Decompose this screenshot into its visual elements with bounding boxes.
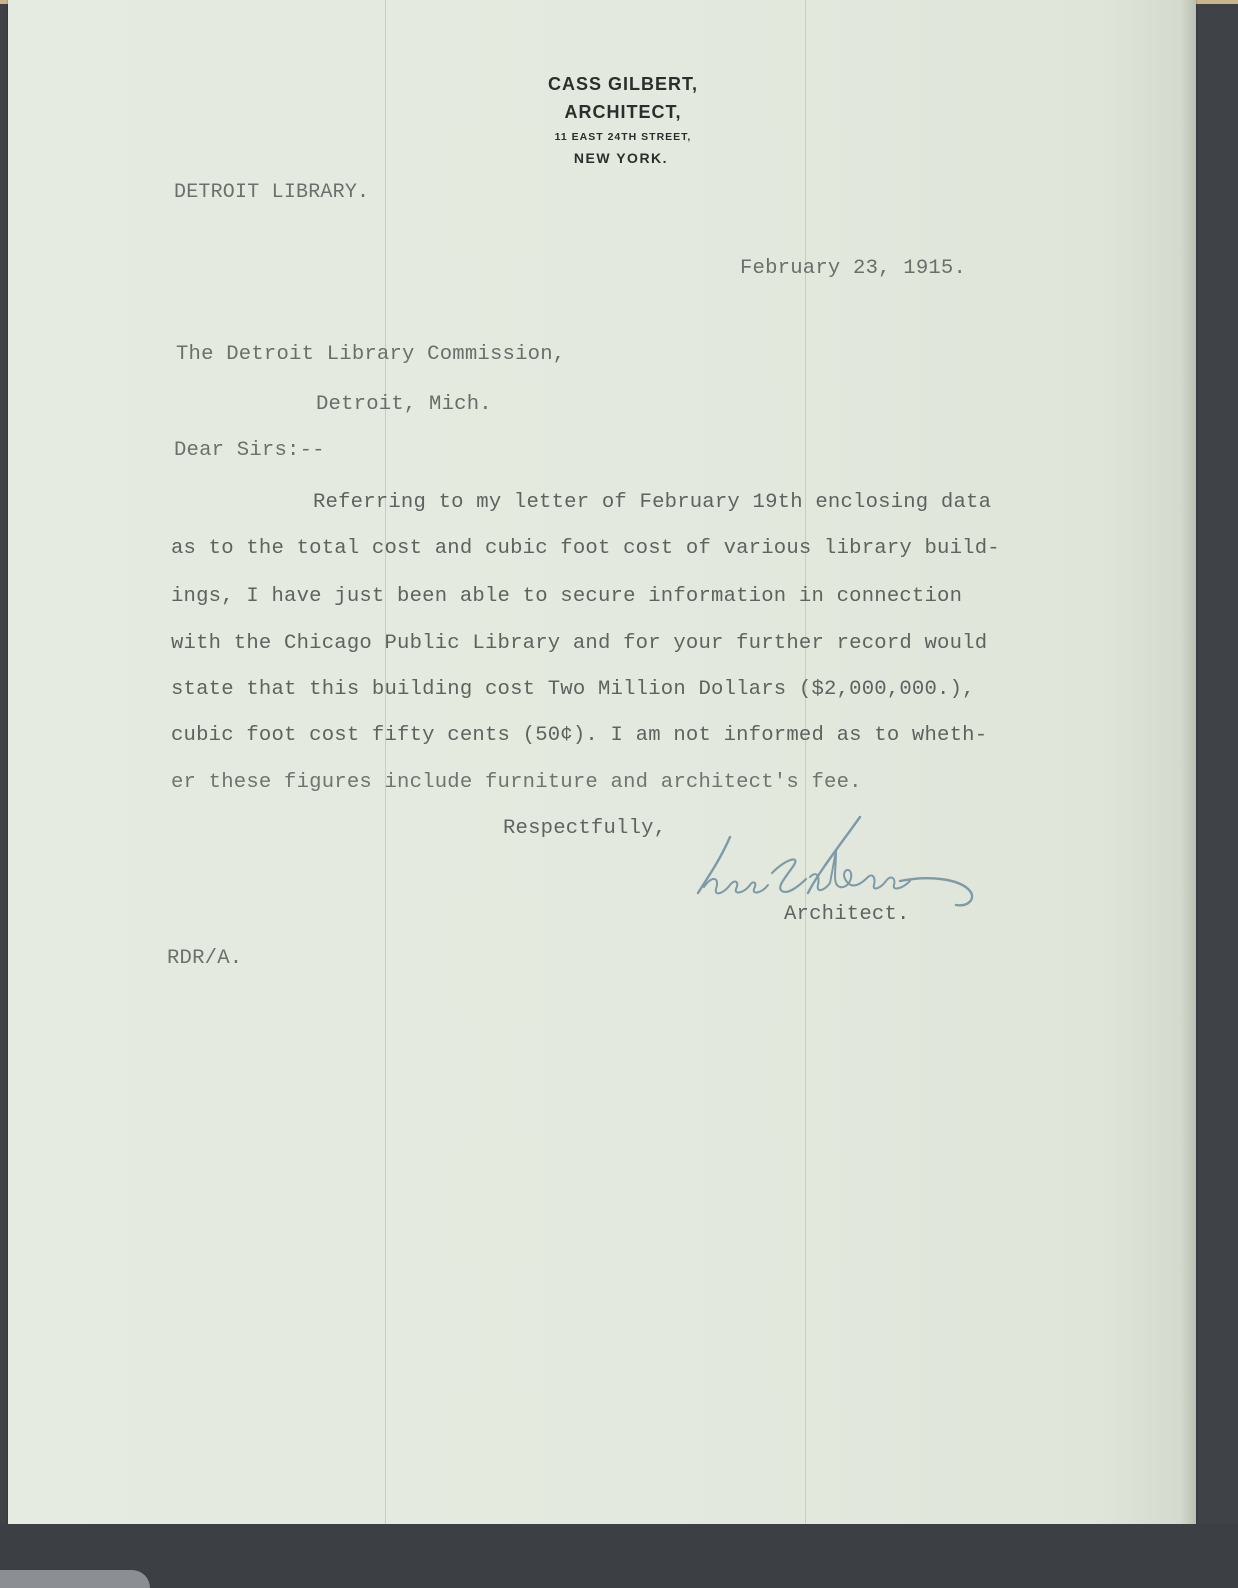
salutation: Dear Sirs:-- bbox=[174, 439, 325, 462]
letter-sheet bbox=[8, 0, 1196, 1524]
recipient-city: Detroit, Mich. bbox=[316, 393, 492, 416]
body-line: with the Chicago Public Library and for your further record would bbox=[171, 632, 988, 655]
file-label: DETROIT LIBRARY. bbox=[174, 181, 370, 204]
body-line: er these figures include furniture and architect's fee. bbox=[171, 771, 862, 794]
letterhead-street: 11 EAST 24TH STREET, bbox=[554, 131, 692, 143]
scan-edge-tab bbox=[0, 1570, 150, 1588]
fold-line bbox=[805, 0, 806, 1524]
body-line: state that this building cost Two Million Dollars ($2,000,000.), bbox=[171, 678, 975, 701]
fold-line bbox=[385, 0, 386, 1524]
letterhead-city: NEW YORK. bbox=[573, 150, 669, 166]
letterhead-title: ARCHITECT, bbox=[564, 102, 682, 122]
background-surface bbox=[0, 1524, 1238, 1588]
body-line: cubic foot cost fifty cents (50¢). I am not informed as to wheth- bbox=[171, 724, 988, 747]
typist-initials: RDR/A. bbox=[167, 947, 243, 970]
letter-date: February 23, 1915. bbox=[740, 257, 967, 280]
paper-edge-shadow bbox=[1180, 0, 1196, 1524]
letterhead-name: CASS GILBERT, bbox=[547, 74, 698, 94]
signature-title: Architect. bbox=[784, 903, 910, 926]
body-line: Referring to my letter of February 19th enclosing data bbox=[313, 491, 992, 514]
body-line: as to the total cost and cubic foot cost of various library build- bbox=[171, 537, 1000, 560]
closing: Respectfully, bbox=[503, 817, 667, 840]
recipient-name: The Detroit Library Commission, bbox=[176, 343, 566, 366]
body-line: ings, I have just been able to secure information in connection bbox=[171, 585, 963, 608]
